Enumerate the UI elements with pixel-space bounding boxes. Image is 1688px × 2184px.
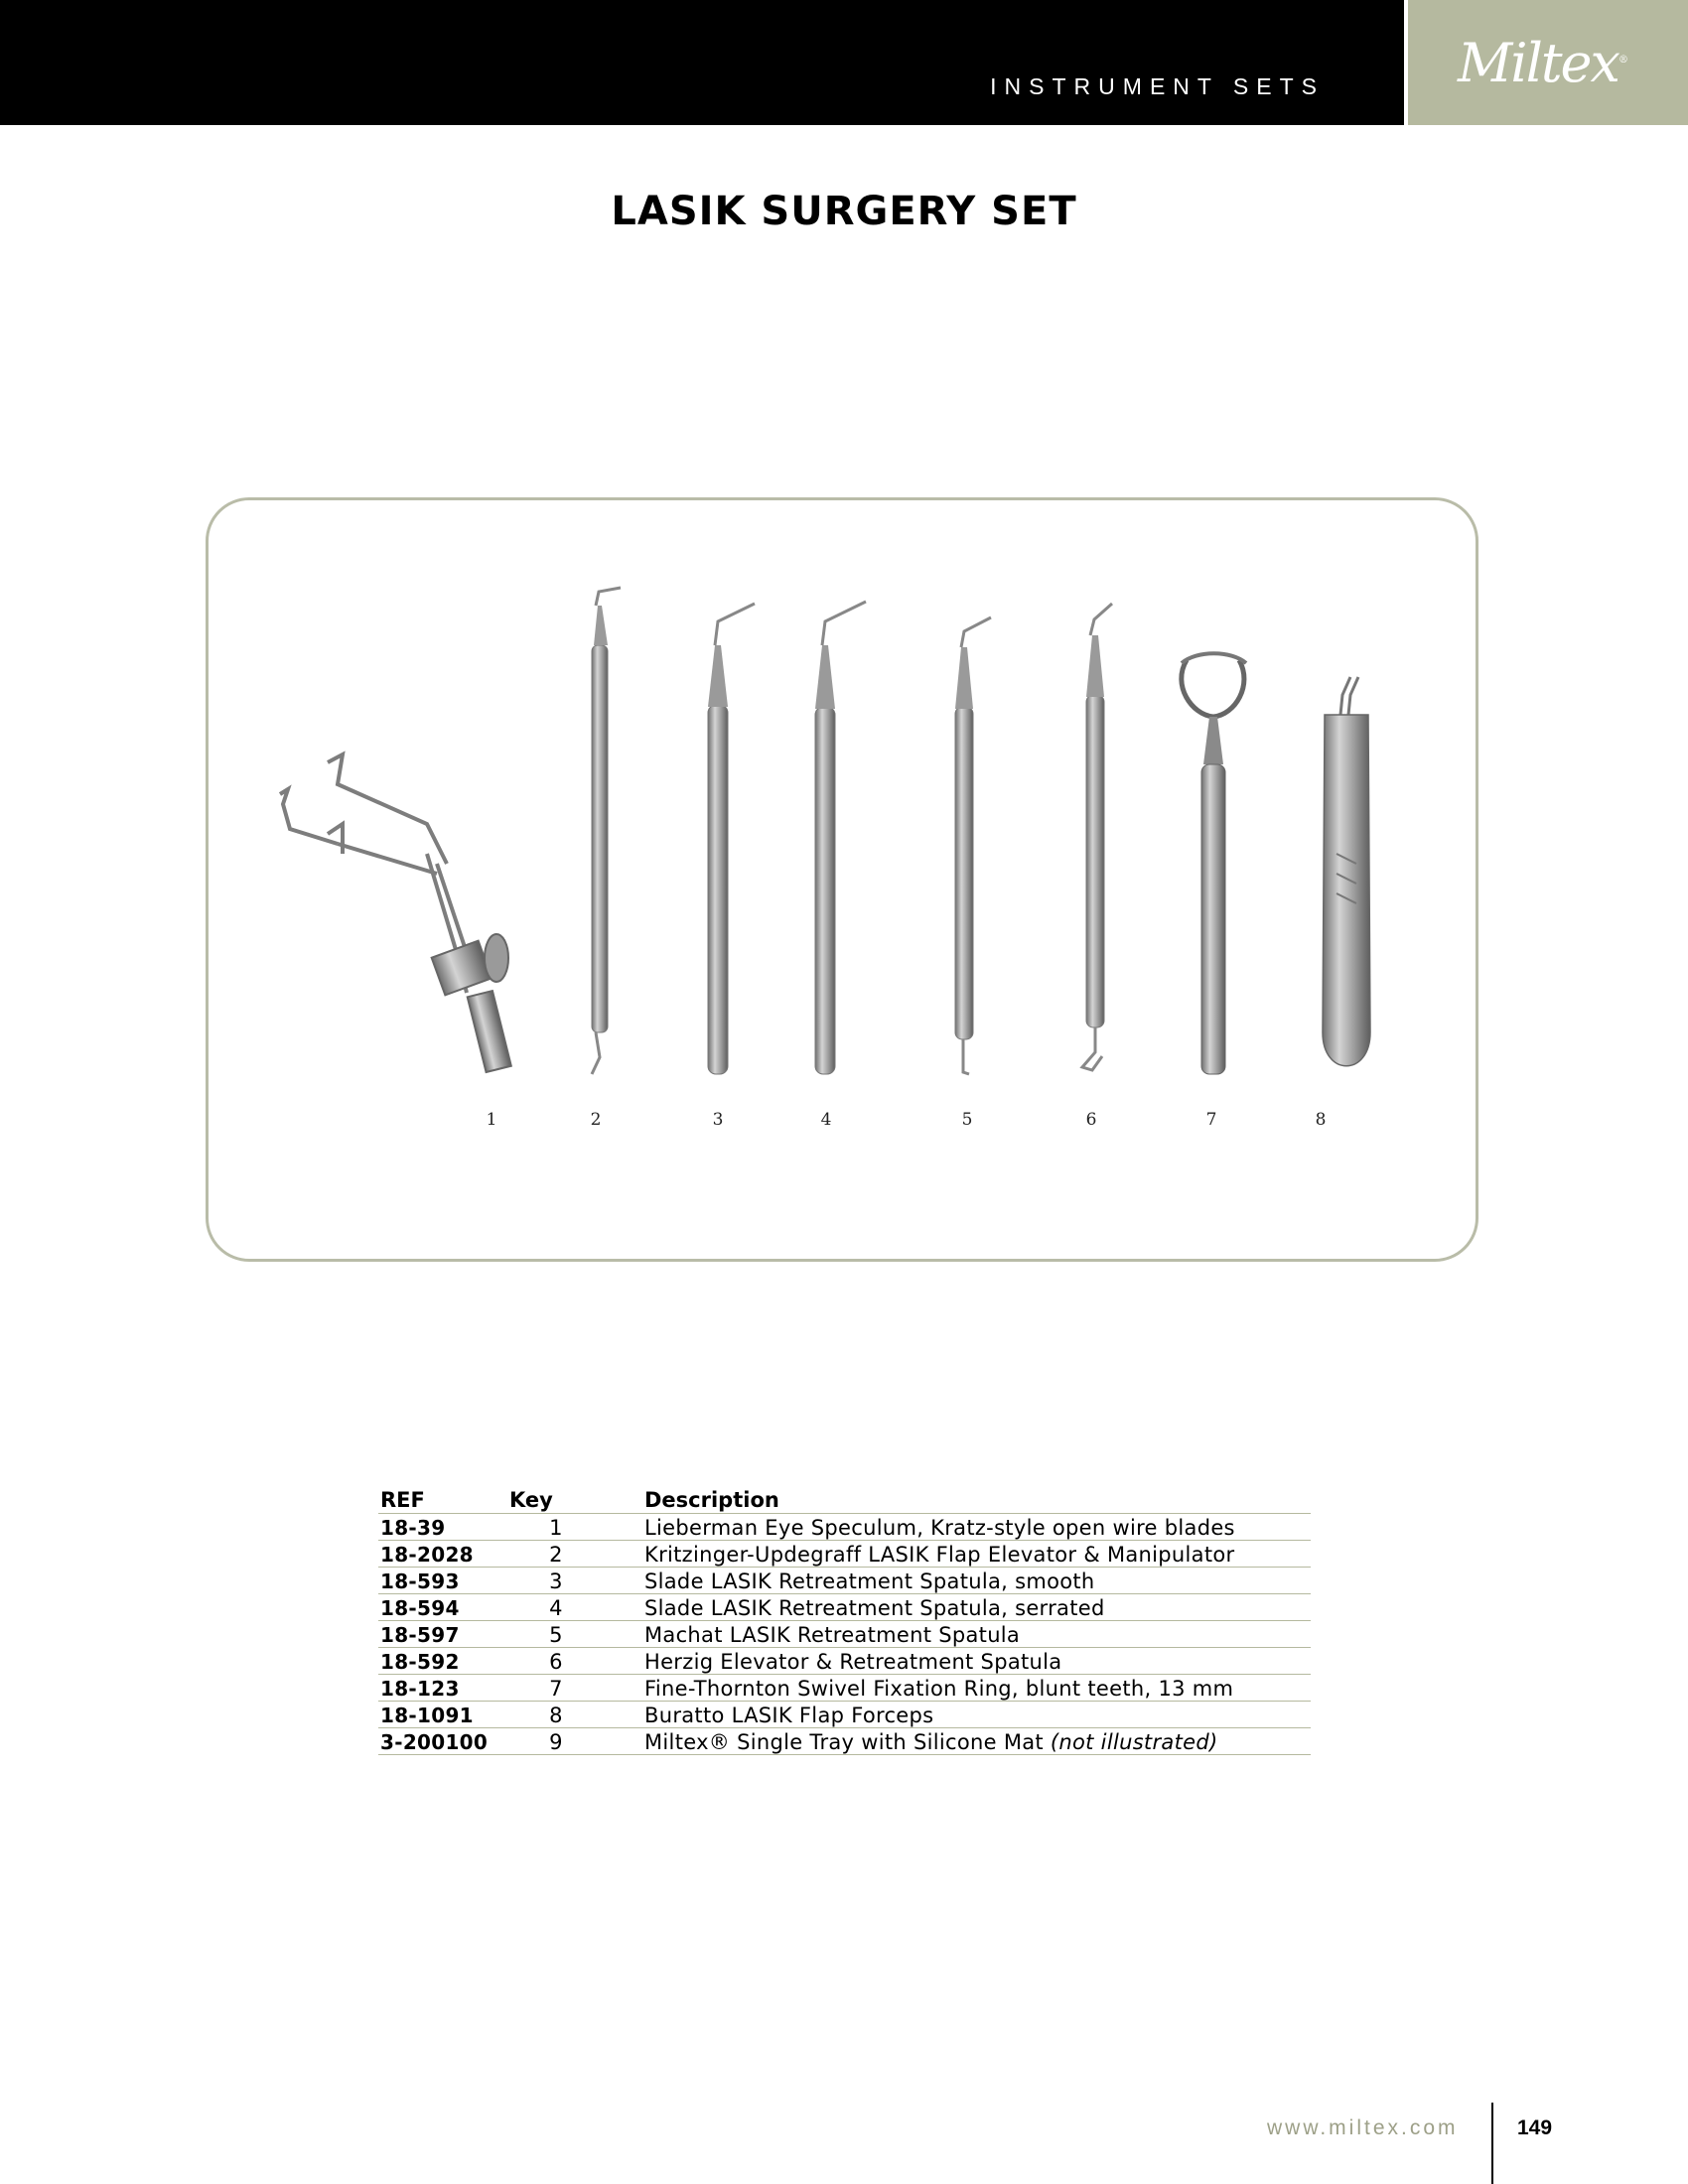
- key-number-2: 2: [590, 1110, 602, 1130]
- page-title: LASIK SURGERY SET: [611, 189, 1077, 234]
- description-header: Description: [642, 1487, 1311, 1514]
- key-cell: 4: [507, 1594, 642, 1621]
- key-cell: 8: [507, 1702, 642, 1728]
- ref-cell: 3-200100: [378, 1728, 507, 1755]
- description-cell: Slade LASIK Retreatment Spatula, serrated: [642, 1594, 1311, 1621]
- key-number-8: 8: [1315, 1110, 1327, 1130]
- table-row: [378, 1728, 1311, 1755]
- section-label: INSTRUMENT SETS: [990, 73, 1325, 99]
- ref-cell: 18-593: [378, 1568, 507, 1594]
- ref-cell: 18-1091: [378, 1702, 507, 1728]
- key-number-5: 5: [961, 1110, 973, 1130]
- ref-cell: 18-2028: [378, 1541, 507, 1568]
- ref-header: REF: [378, 1487, 507, 1514]
- table-row: [378, 1648, 1311, 1675]
- instrument-table: [378, 1487, 1311, 1755]
- key-cell: 9: [507, 1728, 642, 1755]
- footer-url[interactable]: www.miltex.com: [1267, 2116, 1459, 2139]
- key-header: Key: [507, 1487, 642, 1514]
- instrument-8-flap-forceps: [1323, 677, 1370, 1066]
- key-number-3: 3: [712, 1110, 724, 1130]
- ref-cell: 18-123: [378, 1675, 507, 1702]
- description-note: (not illustrated): [1050, 1730, 1218, 1754]
- key-cell: 1: [507, 1514, 642, 1541]
- key-number-4: 4: [820, 1110, 832, 1130]
- key-cell: 6: [507, 1648, 642, 1675]
- description-cell: [642, 1728, 1311, 1755]
- table-header-row: [378, 1487, 1311, 1514]
- description-cell: Kritzinger-Updegraff LASIK Flap Elevator & Manipulator: [642, 1541, 1311, 1568]
- ref-cell: 18-39: [378, 1514, 507, 1541]
- footer-divider: [1491, 2103, 1493, 2184]
- table-row: [378, 1702, 1311, 1728]
- key-cell: 2: [507, 1541, 642, 1568]
- brand-logo: Miltex®: [1458, 32, 1626, 94]
- description-cell: Slade LASIK Retreatment Spatula, smooth: [642, 1568, 1311, 1594]
- instrument-5-retreatment-spatula: [955, 617, 991, 1074]
- table-row: [378, 1568, 1311, 1594]
- instrument-4-spatula-serrated: [815, 602, 866, 1074]
- instrument-1-speculum: [280, 754, 511, 1072]
- page-number: 149: [1517, 2116, 1553, 2139]
- key-number-1: 1: [486, 1110, 497, 1130]
- description-cell: Machat LASIK Retreatment Spatula: [642, 1621, 1311, 1648]
- table-row: [378, 1594, 1311, 1621]
- table-row: [378, 1541, 1311, 1568]
- table-row: [378, 1621, 1311, 1648]
- key-cell: 5: [507, 1621, 642, 1648]
- instrument-6-herzig-elevator: [1082, 604, 1112, 1070]
- description-cell: Herzig Elevator & Retreatment Spatula: [642, 1648, 1311, 1675]
- key-number-6: 6: [1085, 1110, 1097, 1130]
- instrument-2-flap-elevator: [592, 588, 621, 1074]
- table-row: [378, 1675, 1311, 1702]
- key-number-7: 7: [1205, 1110, 1217, 1130]
- ref-cell: 18-592: [378, 1648, 507, 1675]
- description-cell: Lieberman Eye Speculum, Kratz-style open wire blades: [642, 1514, 1311, 1541]
- instrument-7-fixation-ring: [1182, 653, 1246, 1074]
- table-row: [378, 1514, 1311, 1541]
- key-cell: 7: [507, 1675, 642, 1702]
- ref-cell: 18-597: [378, 1621, 507, 1648]
- ref-cell: 18-594: [378, 1594, 507, 1621]
- instrument-3-spatula-smooth: [708, 604, 755, 1074]
- description-cell: Buratto LASIK Flap Forceps: [642, 1702, 1311, 1728]
- description-text: Miltex® Single Tray with Silicone Mat: [644, 1730, 1044, 1754]
- key-cell: 3: [507, 1568, 642, 1594]
- description-cell: Fine-Thornton Swivel Fixation Ring, blunt teeth, 13 mm: [642, 1675, 1311, 1702]
